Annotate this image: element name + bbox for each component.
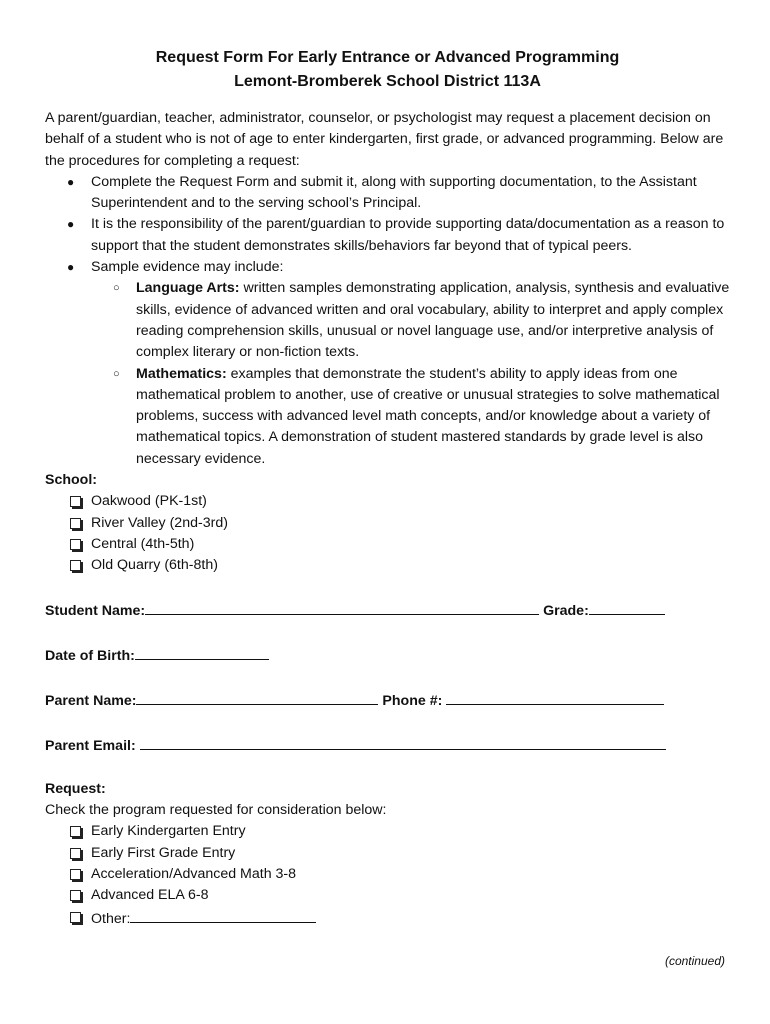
student-name-row	[45, 598, 730, 622]
circle-bullet-icon: ○	[113, 367, 120, 380]
parent-email-label: Parent Email:	[45, 738, 136, 755]
form-page	[45, 46, 730, 930]
school-option-central[interactable]: Central (4th-5th)	[45, 534, 730, 555]
request-option-advanced-math[interactable]: Acceleration/Advanced Math 3-8	[45, 864, 730, 885]
checkbox-icon[interactable]	[70, 890, 81, 901]
evidence-text: written samples demonstrating application, analysis, synthesis and evaluative skills, evidence of advanced written and oral vocabulary, ability to interpret and apply complex reading comprehension skills, unusual or novel language use, and/or interpretive analysis of complex literary or non-fiction texts.	[136, 280, 730, 361]
parent-name-row	[45, 688, 730, 712]
request-heading: Request:	[45, 780, 106, 797]
parent-name-label: Parent Name:	[45, 693, 137, 710]
phone-label: Phone #:	[382, 693, 443, 710]
evidence-label: Language Arts:	[136, 280, 240, 297]
checkbox-icon[interactable]	[70, 912, 81, 923]
procedure-item: ● It is the responsibility of the parent/guardian to provide supporting data/documentation as a reason to support that the student demonstrates skills/behaviors far beyond that of typical peers.	[67, 216, 725, 254]
form-title: Request Form For Early Entrance or Advanced Programming	[155, 49, 620, 66]
circle-bullet-icon: ○	[113, 282, 120, 295]
request-option-early-kindergarten[interactable]: Early Kindergarten Entry	[45, 821, 730, 842]
dob-row	[45, 643, 730, 667]
checkbox-icon[interactable]	[70, 848, 81, 859]
bullet-icon: ●	[67, 174, 75, 189]
request-option-advanced-ela[interactable]: Advanced ELA 6-8	[45, 885, 730, 906]
request-option-other[interactable]	[45, 907, 730, 930]
evidence-label: Mathematics:	[136, 365, 227, 382]
checkbox-icon[interactable]	[70, 826, 81, 837]
parent-email-field[interactable]	[140, 733, 666, 750]
checkbox-icon[interactable]	[70, 496, 81, 507]
bullet-icon: ●	[67, 217, 75, 232]
procedure-item: ● Complete the Request Form and submit it, along with supporting documentation, to the Assistant Superintendent and to the serving school’s Principal.	[67, 173, 697, 212]
evidence-item-mathematics	[45, 364, 730, 470]
request-option-early-first-grade[interactable]: Early First Grade Entry	[45, 843, 730, 864]
school-option-oakwood[interactable]: Oakwood (PK-1st)	[45, 491, 730, 512]
student-name-field[interactable]	[145, 598, 539, 615]
checkbox-icon[interactable]	[70, 560, 81, 571]
evidence-item-language-arts	[45, 278, 730, 363]
checkbox-icon[interactable]	[70, 539, 81, 550]
dob-field[interactable]	[135, 643, 269, 660]
other-field[interactable]	[130, 907, 316, 923]
request-instruction: Check the program requested for consideration below:	[45, 802, 387, 819]
grade-field[interactable]	[589, 598, 665, 615]
phone-field[interactable]	[446, 688, 664, 705]
bullet-icon: ●	[67, 260, 75, 275]
other-label: Other:	[91, 910, 131, 927]
school-option-old-quarry[interactable]: Old Quarry (6th-8th)	[45, 555, 730, 576]
checkbox-icon[interactable]	[70, 869, 81, 880]
procedure-item: ● Sample evidence may include:	[45, 257, 730, 278]
dob-label: Date of Birth:	[45, 647, 135, 664]
student-name-label: Student Name:	[45, 602, 146, 619]
grade-label: Grade:	[543, 602, 589, 619]
intro-paragraph: A parent/guardian, teacher, administrator, counselor, or psychologist may request a placement decision on behalf of a student who is not of age to enter kindergarten, first grade, or advanced programming. Below are the procedures for completing a request:	[45, 110, 724, 169]
checkbox-icon[interactable]	[70, 518, 81, 529]
district-name: Lemont-Bromberek School District 113A	[234, 73, 541, 90]
parent-email-row	[45, 733, 730, 757]
parent-name-field[interactable]	[136, 688, 378, 705]
school-heading: School:	[45, 472, 98, 489]
evidence-text: examples that demonstrate the student’s ability to apply ideas from one mathematical problem to another, use of creative or unusual strategies to solve mathematical problems, success with advanced level math concepts, and/or knowledge about a variety of mathematical topics. A demonstration of student mastered standards by grade level is also necessary evidence.	[136, 365, 720, 467]
continued-note: (continued)	[664, 954, 725, 968]
school-option-river-valley[interactable]: River Valley (2nd-3rd)	[45, 513, 730, 534]
